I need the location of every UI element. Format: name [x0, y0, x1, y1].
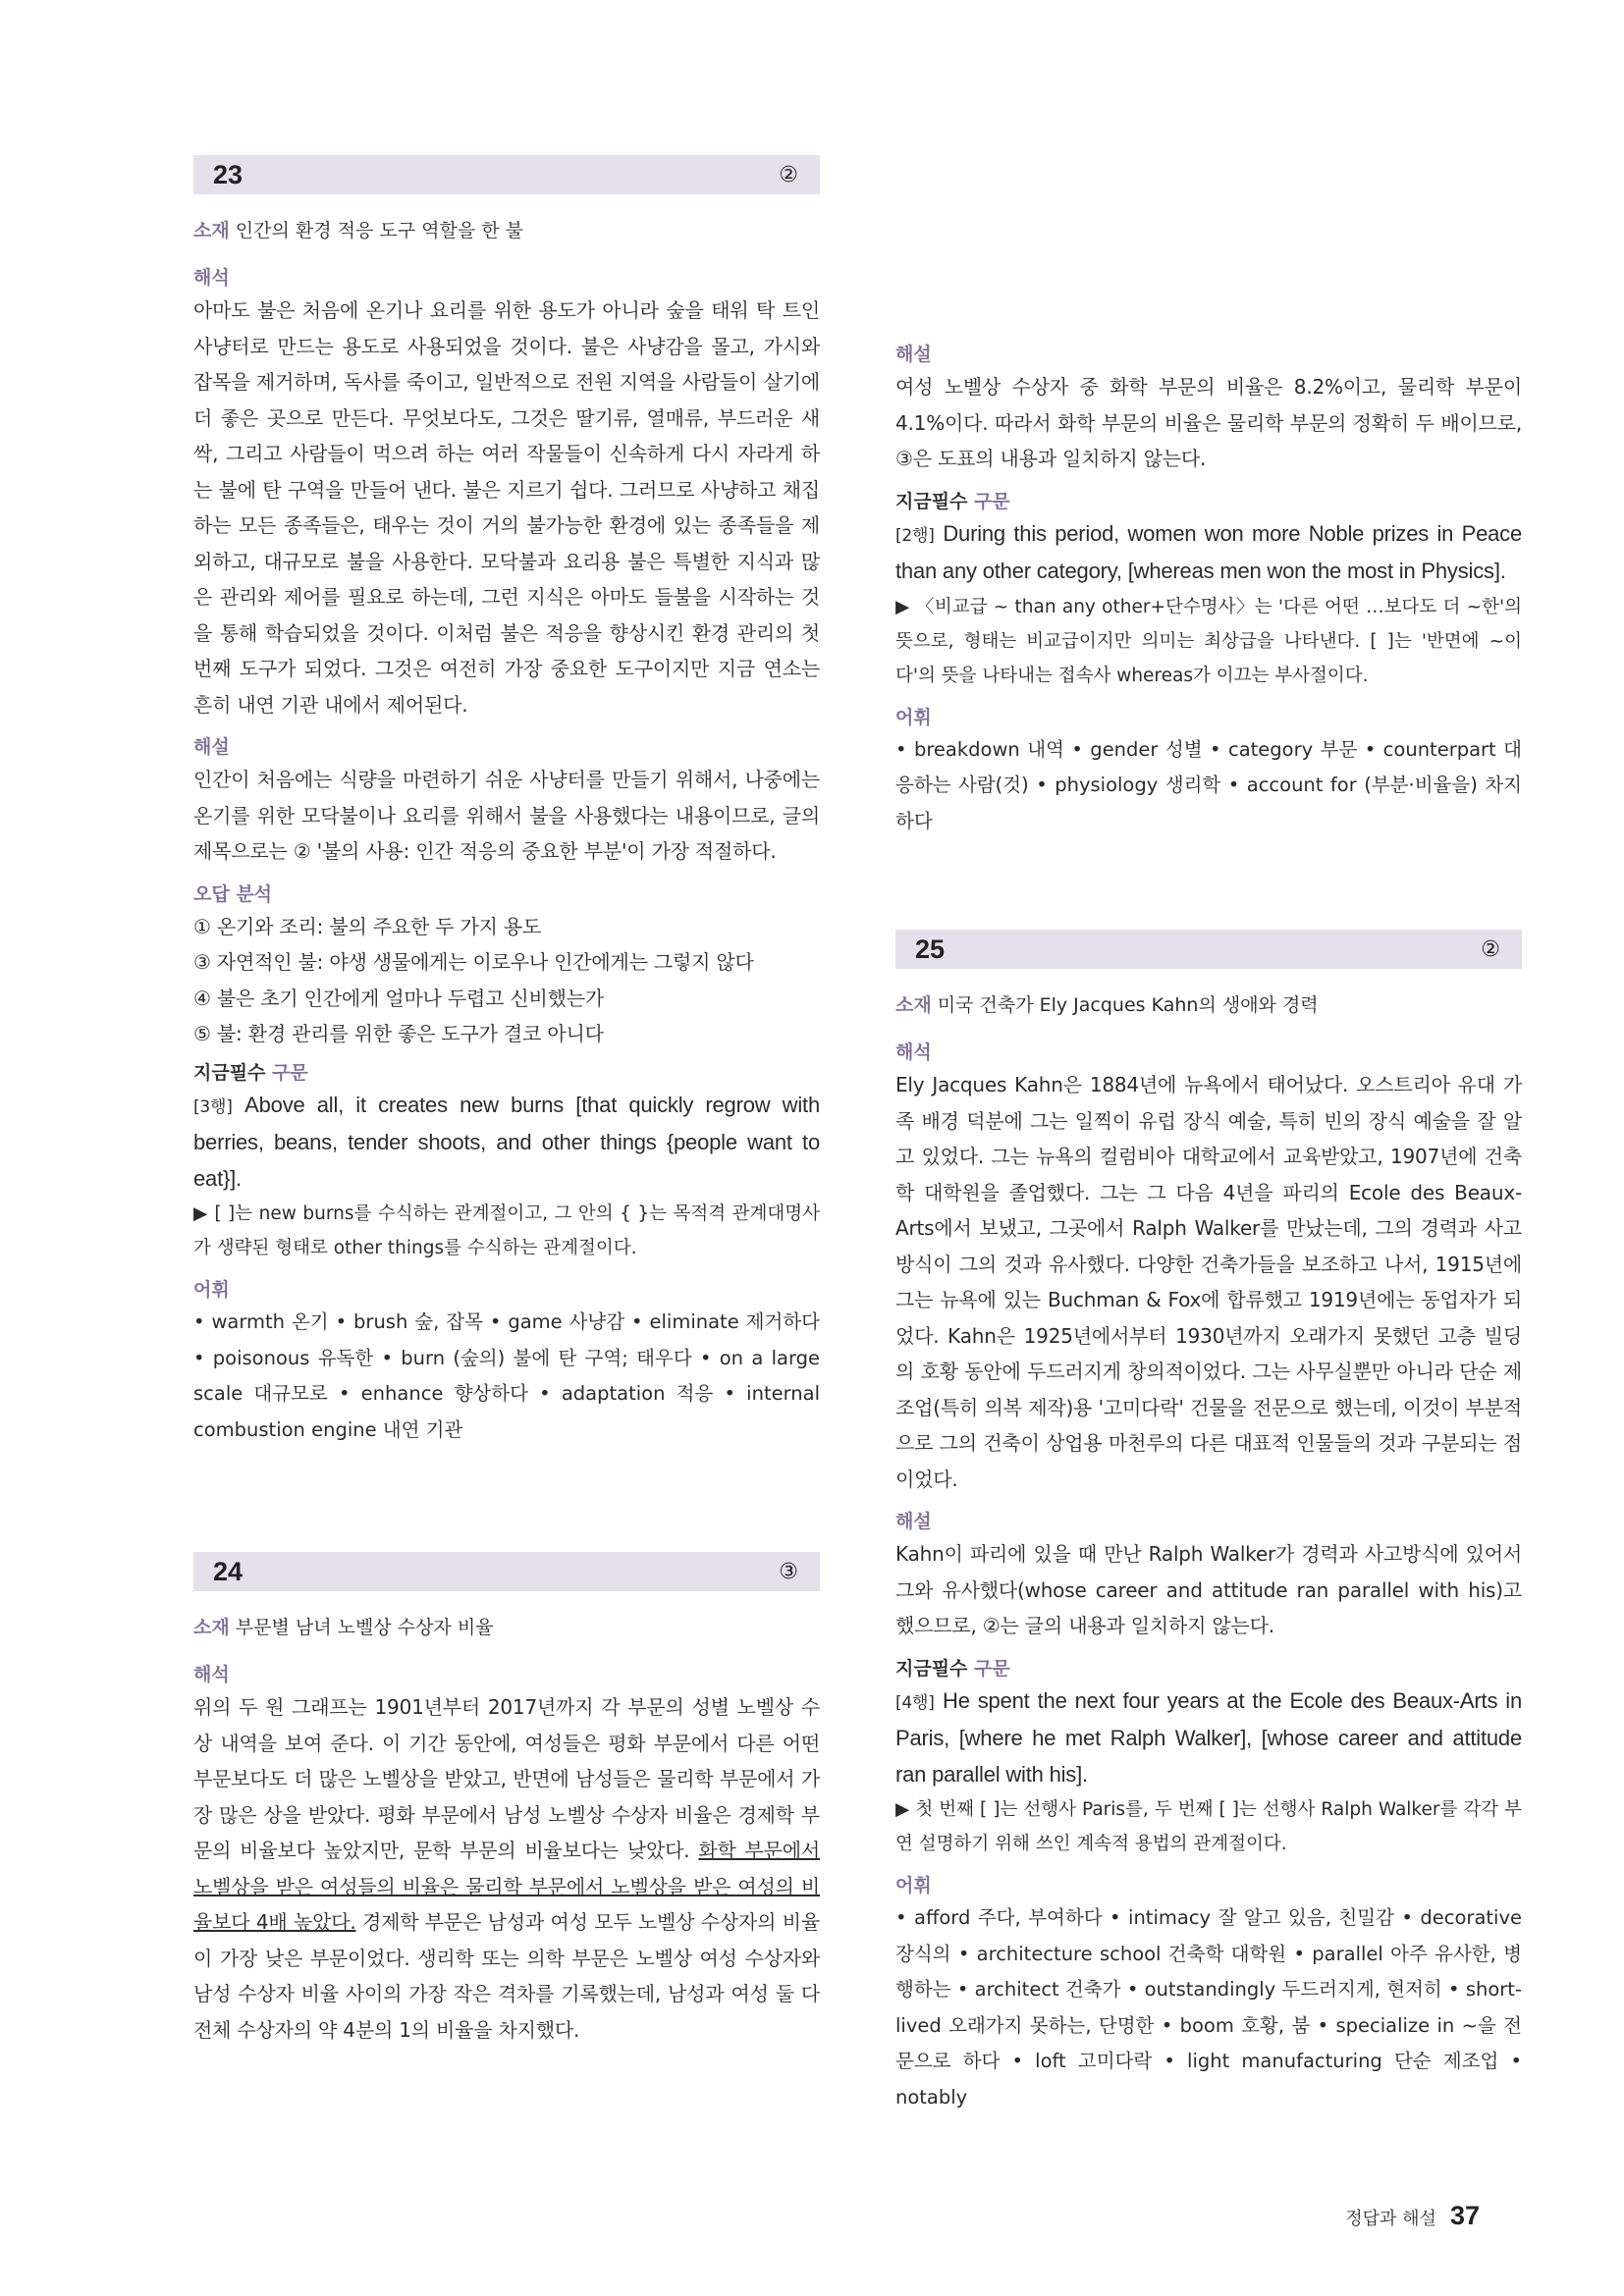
topic: [193, 216, 820, 245]
vocab-text: • warmth 온기 • brush 숲, 잡목 • game 사냥감 • eliminate 제거하다 • poisonous 유독한 • burn (숲의) 불에 탄 구역; 태우다 • on a large scale 대규모로 • enhance 향상하다 • adaptation 적응 • internal combustion engine 내연 기관: [193, 1310, 820, 1441]
syntax-sentence: During this period, women won more Noble prizes in Peace than any other category, [whereas men won the most in Physics].: [895, 520, 1522, 583]
translation-heading: 해석: [193, 1664, 230, 1685]
syntax-heading-a: 지금필수: [895, 490, 968, 512]
wrong-answer-heading: 오답 분석: [193, 882, 273, 905]
topic-label: 소재: [193, 1617, 230, 1638]
syntax-sentence: Above all, it creates new burns [that quickly regrow with berries, beans, tender shoots, and other things {people want to eat}].: [193, 1092, 820, 1191]
answer-mark: ②: [1481, 936, 1500, 962]
list-item: ⑤ 불: 환경 관리를 위한 좋은 도구가 결코 아니다: [193, 1022, 604, 1045]
topic-text: 인간의 환경 적응 도구 역할을 한 불: [235, 220, 523, 241]
question-25-header: [895, 930, 1522, 969]
syntax-heading-b: 구문: [974, 490, 1010, 512]
right-column: [895, 147, 1522, 2125]
explanation-heading: 해설: [193, 736, 230, 758]
question-24-header: [193, 1552, 820, 1591]
topic: [895, 990, 1522, 1020]
translation-heading: 해석: [193, 267, 230, 289]
syntax-text: [895, 1683, 1522, 1793]
translation-heading: 해석: [895, 1041, 932, 1063]
syntax-heading: [895, 1654, 1522, 1683]
question-number: 23: [213, 159, 244, 189]
question-number: 24: [213, 1556, 244, 1586]
syntax-note: ▶ 첫 번째 [ ]는 선행사 Paris를, 두 번째 [ ]는 선행사 Ralph Walker를 각각 부연 설명하기 위해 쓰인 계속적 용법의 관계절이다.: [895, 1799, 1522, 1854]
translation-text: [193, 1689, 820, 2048]
syntax-line-ref: [3행]: [193, 1096, 233, 1117]
list-item: ③ 자연적인 불: 야생 생물에게는 이로우나 인간에게는 그렇지 않다: [193, 950, 754, 974]
syntax-line-ref: [4행]: [895, 1692, 935, 1713]
answer-mark: ③: [779, 1559, 798, 1584]
wrong-answer-list: [193, 909, 820, 1052]
continued-spacer: [895, 147, 1522, 334]
syntax-heading: [193, 1058, 820, 1088]
topic-label: 소재: [193, 220, 230, 241]
explanation-heading: 해설: [895, 344, 932, 365]
syntax-heading-a: 지금필수: [895, 1657, 968, 1680]
explanation-text: 여성 노벨상 수상자 중 화학 부문의 비율은 8.2%이고, 물리학 부문이 4.1%이다. 따라서 화학 부문의 비율은 물리학 부문의 정확히 두 배이므로, ③은 도표의 내용과 일치하지 않는다.: [895, 375, 1522, 470]
footer-label: 정답과 해설: [1345, 2209, 1436, 2229]
vocab-text: • afford 주다, 부여하다 • intimacy 잘 알고 있음, 친밀감 • decorative 장식의 • architecture school 건축학 대학원 • parallel 아주 유사한, 병행하는 • architect 건축가 • outstandingly 두드러지게, 현저히 • short-lived 오래가지 못하는, 단명한 • boom 호황, 붐 • specialize in ~을 전문으로 하다 • loft 고미다락 • light manufacturing 단순 제조업 • notably: [895, 1906, 1522, 2109]
syntax-heading-a: 지금필수: [193, 1061, 266, 1084]
syntax-text: [193, 1088, 820, 1198]
translation-part-b: 경제학 부문은 남성과 여성 모두 노벨상 수상자의 비율이 가장 낮은 부문이었다. 생리학 또는 의학 부문은 노벨상 여성 수상자와 남성 수상자 비율 사이의 가장 작은 격차를 기록했는데, 남성과 여성 둘 다 전체 수상자의 약 4분의 1의 비율을 차지했다.: [193, 1910, 820, 2042]
syntax-heading: [895, 487, 1522, 516]
explanation-heading: 해설: [895, 1511, 932, 1532]
syntax-text: [895, 516, 1522, 590]
question-number: 25: [915, 934, 946, 964]
translation-text: Ely Jacques Kahn은 1884년에 뉴욕에서 태어났다. 오스트리아 유대 가족 배경 덕분에 그는 일찍이 유럽 장식 예술, 특히 빈의 장식 예술을 잘 알고 있었다. 그는 뉴욕의 컬럼비아 대학교에서 교육받았고, 1907년에 건축학 대학원을 졸업했다. 그는 그 다음 4년을 파리의 Ecole des Beaux-Arts에서 보냈고, 그곳에서 Ralph Walker를 만났는데, 그의 경력과 사고방식이 그의 것과 유사했다. 다양한 건축가들을 보조하고 나서, 1915년에 그는 뉴욕에 있는 Buchman & Fox에 합류했고 1919년에는 동업자가 되었다. Kahn은 1925년에서부터 1930년까지 오래가지 못했던 고층 빌딩의 호황 동안에 두드러지게 창의적이었다. 그는 사무실뿐만 아니라 단순 제조업(특히 의복 제작)용 '고미다락' 건물을 전문으로 했는데, 이것이 부분적으로 그의 건축이 상업용 마천루의 다른 대표적 인물들의 것과 구분되는 점이었다.: [895, 1073, 1522, 1491]
left-column: [193, 155, 820, 2057]
answer-mark: ②: [779, 162, 798, 187]
topic-label: 소재: [895, 994, 932, 1016]
syntax-sentence: He spent the next four years at the Ecole des Beaux-Arts in Paris, [where he met Ralph Walker], [whose career and attitude ran parallel with his].: [895, 1687, 1522, 1787]
vocab-heading: 어휘: [895, 1875, 932, 1896]
list-item: ④ 불은 초기 인간에게 얼마나 두렵고 신비했는가: [193, 986, 604, 1010]
topic-text: 미국 건축가 Ely Jacques Kahn의 생애와 경력: [937, 994, 1319, 1016]
syntax-line-ref: [2행]: [895, 525, 935, 546]
vocab-text: • breakdown 내역 • gender 성별 • category 부문 • counterpart 대응하는 사람(것) • physiology 생리학 • account for (부분·비율을) 차지하다: [895, 737, 1522, 832]
list-item: ① 온기와 조리: 불의 주요한 두 가지 용도: [193, 914, 542, 938]
syntax-heading-b: 구문: [272, 1061, 308, 1084]
syntax-heading-b: 구문: [974, 1657, 1010, 1680]
topic-text: 부문별 남녀 노벨상 수상자 비율: [235, 1617, 494, 1638]
page-footer: [1345, 2201, 1480, 2231]
topic: [193, 1613, 820, 1642]
explanation-text: 인간이 처음에는 식량을 마련하기 쉬운 사냥터를 만들기 위해서, 나중에는 온기를 위한 모닥불이나 요리를 위해서 불을 사용했다는 내용이므로, 글의 제목으로는 ② '불의 사용: 인간 적응의 중요한 부분'이 가장 적절하다.: [193, 768, 820, 863]
explanation-text: Kahn이 파리에 있을 때 만난 Ralph Walker가 경력과 사고방식에 있어서 그와 유사했다(whose career and attitude ran parallel with his)고 했으므로, ②는 글의 내용과 일치하지 않는다.: [895, 1542, 1522, 1637]
syntax-note: ▶ [ ]는 new burns를 수식하는 관계절이고, 그 안의 { }는 목적격 관계대명사가 생략된 형태로 other things를 수식하는 관계절이다.: [193, 1203, 820, 1258]
translation-text: 아마도 불은 처음에 온기나 요리를 위한 용도가 아니라 숲을 태워 탁 트인 사냥터로 만드는 용도로 사용되었을 것이다. 불은 사냥감을 몰고, 가시와 잡목을 제거하며, 독사를 죽이고, 일반적으로 전원 지역을 사람들이 살기에 더 좋은 곳으로 만든다. 무엇보다도, 그것은 딸기류, 열매류, 부드러운 새싹, 그리고 사람들이 먹으려 하는 여러 작물들이 신속하게 다시 자라게 하는 불에 탄 구역을 만들어 낸다. 불은 지르기 쉽다. 그러므로 사냥하고 채집하는 모든 종족들은, 태우는 것이 거의 불가능한 환경에 있는 종족들을 제외하고, 대규모로 불을 사용한다. 모닥불과 요리용 불은 특별한 지식과 많은 관리와 제어를 필요로 하는데, 그런 지식은 아마도 들불을 시작하는 것을 통해 학습되었을 것이다. 이처럼 불은 적응을 향상시킨 환경 관리의 첫 번째 도구가 되었다. 그것은 여전히 가장 중요한 도구이지만 지금 연소는 흔히 내연 기관 내에서 제어된다.: [193, 298, 820, 717]
vocab-heading: 어휘: [895, 706, 932, 728]
translation-part-a: 위의 두 원 그래프는 1901년부터 2017년까지 각 부문의 성별 노벨상 수상 내역을 보여 준다. 이 기간 동안에, 여성들은 평화 부문에서 다른 어떤 부문보다도 더 많은 노벨상을 받았고, 반면에 남성들은 물리학 부문에서 가장 많은 상을 받았다. 평화 부문에서 남성 노벨상 수상자 비율은 경제학 부문의 비율보다 높았지만, 문학 부문의 비율보다는 낮았다.: [193, 1695, 820, 1862]
translation-underlined: 화학 부문에서 노벨상을 받은 여성들의 비율은 물리학 부문에서 노벨상을 받은 여성의 비율보다 4배 높았다.: [193, 1839, 820, 1934]
syntax-note: ▶ 〈비교급 ~ than any other+단수명사〉는 '다른 어떤 …보다도 더 ~한'의 뜻으로, 형태는 비교급이지만 의미는 최상급을 나타낸다. [ ]는 '반면에 ~이다'의 뜻을 나타내는 접속사 whereas가 이끄는 부사절이다.: [895, 596, 1522, 686]
vocab-heading: 어휘: [193, 1279, 230, 1301]
question-23-header: [193, 155, 820, 194]
page-number: 37: [1449, 2201, 1480, 2230]
